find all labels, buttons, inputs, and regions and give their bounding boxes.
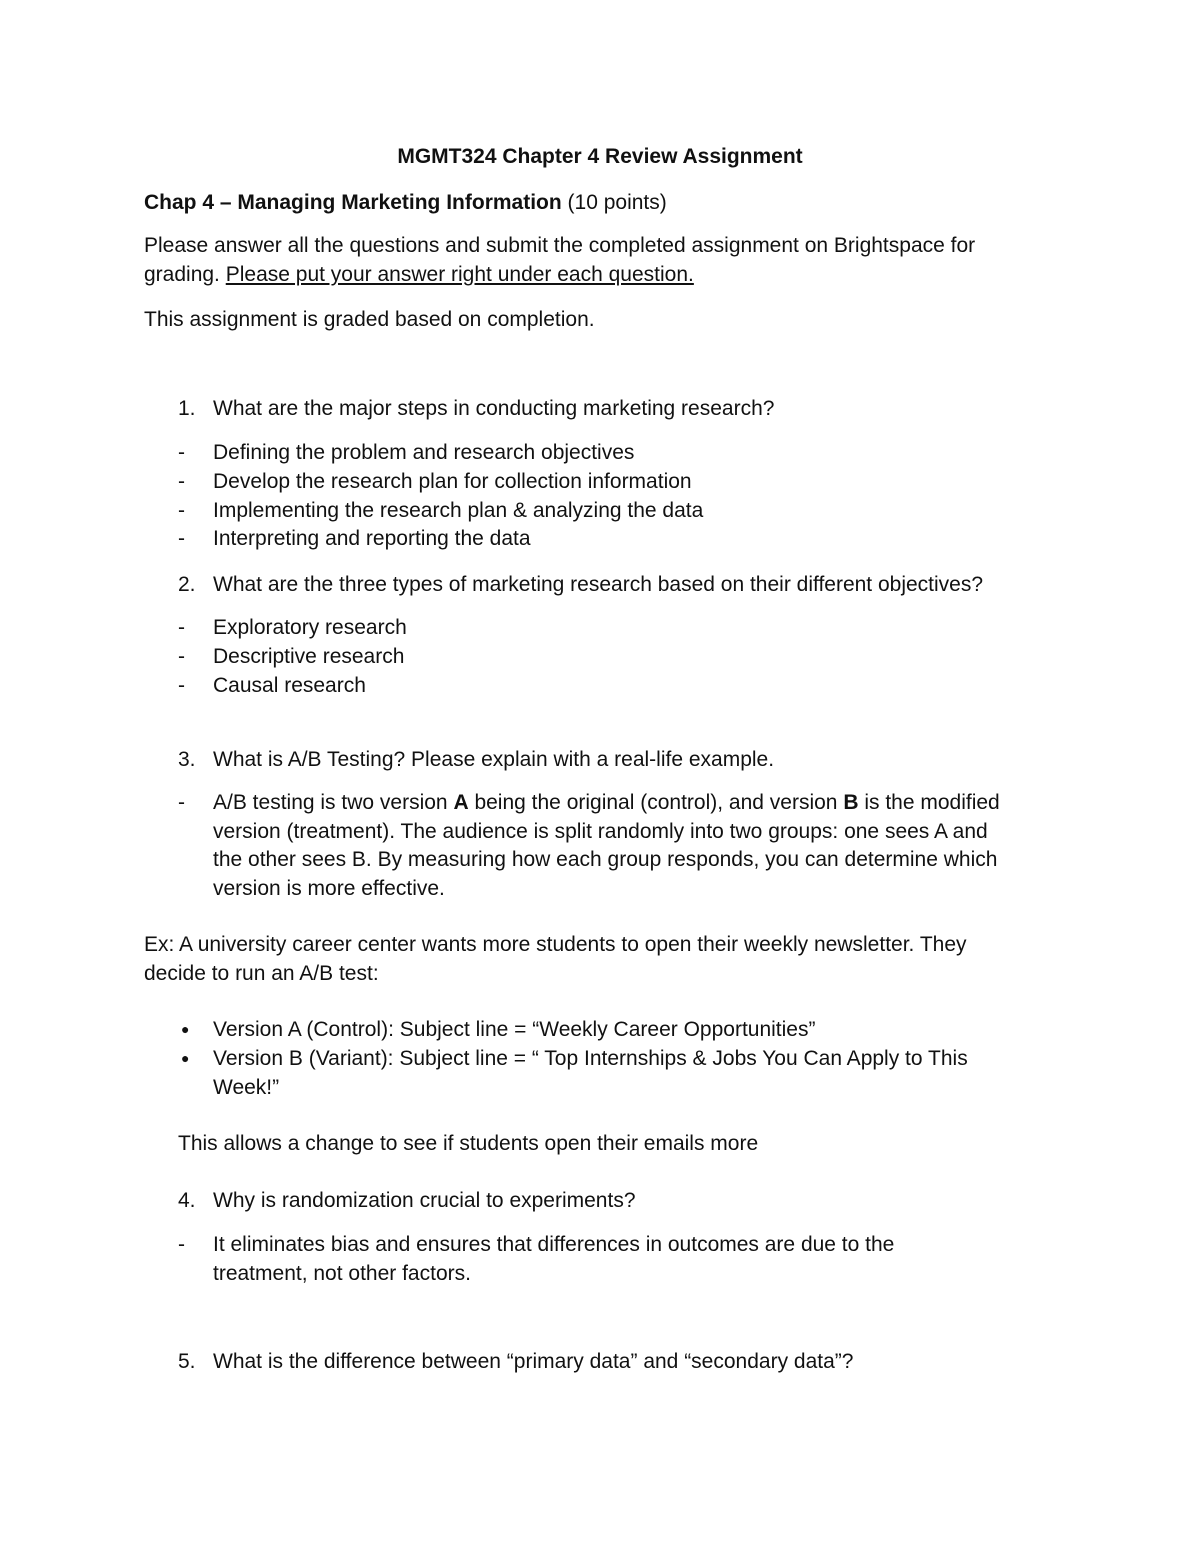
question-3-answer-line: version is more effective. (213, 877, 445, 900)
question-4-text: Why is randomization crucial to experiments? (213, 1189, 636, 1212)
instructions-line-2 (144, 264, 694, 285)
question-4-answer-line: treatment, not other factors. (213, 1262, 471, 1285)
question-2-number: 2. (178, 573, 196, 596)
question-2-answer: Descriptive research (213, 645, 405, 668)
dash-marker: - (178, 470, 185, 493)
question-1-answer: Implementing the research plan & analyzing the data (213, 499, 704, 522)
question-1-text: What are the major steps in conducting marketing research? (213, 397, 775, 420)
question-5-number: 5. (178, 1350, 196, 1373)
dash-marker: - (178, 441, 185, 464)
bullet-dot: ● (181, 1021, 190, 1037)
example-line-2: decide to run an A/B test: (144, 962, 379, 985)
question-1-number: 1. (178, 397, 196, 420)
chapter-heading-bold: Chap 4 – Managing Marketing Information (144, 191, 562, 214)
question-4-number: 4. (178, 1189, 196, 1212)
dash-marker: - (178, 499, 185, 522)
question-5-text: What is the difference between “primary data” and “secondary data”? (213, 1350, 854, 1373)
question-1-answer: Interpreting and reporting the data (213, 527, 531, 550)
example-bullet-continued: Week!” (213, 1076, 280, 1099)
dash-marker: - (178, 791, 185, 814)
bullet-dot: ● (181, 1050, 190, 1066)
instructions-underlined: Please put your answer right under each question. (225, 263, 694, 286)
example-line-1: Ex: A university career center wants more students to open their weekly newsletter. They (144, 933, 967, 956)
answer-text: A/B testing is two version (213, 791, 454, 814)
question-2-text: What are the three types of marketing research based on their different objectives? (213, 573, 984, 596)
page-title: MGMT324 Chapter 4 Review Assignment (397, 145, 803, 168)
example-conclusion: This allows a change to see if students open their emails more (178, 1132, 759, 1155)
answer-text: being the original (control), and version (468, 791, 844, 814)
question-3-answer-line: version (treatment). The audience is split randomly into two groups: one sees A and (213, 820, 988, 843)
question-3-answer-line (213, 792, 1000, 813)
question-3-text: What is A/B Testing? Please explain with a real-life example. (213, 748, 775, 771)
question-3-answer-line: the other sees B. By measuring how each group responds, you can determine which (213, 848, 998, 871)
example-bullet: Version B (Variant): Subject line = “ Top Internships & Jobs You Can Apply to This (213, 1047, 968, 1070)
dash-marker: - (178, 1233, 185, 1256)
question-1-answer: Develop the research plan for collection information (213, 470, 692, 493)
answer-text: is the modified (858, 791, 1000, 814)
dash-marker: - (178, 645, 185, 668)
question-3-number: 3. (178, 748, 196, 771)
question-1-answer: Defining the problem and research objectives (213, 441, 635, 464)
version-b-label: B (843, 791, 859, 814)
graded-note: This assignment is graded based on completion. (144, 308, 595, 331)
dash-marker: - (178, 527, 185, 550)
version-a-label: A (453, 791, 469, 814)
dash-marker: - (178, 674, 185, 697)
instructions-line-1: Please answer all the questions and submit the completed assignment on Brightspace for (144, 234, 976, 257)
question-2-answer: Causal research (213, 674, 366, 697)
question-2-answer: Exploratory research (213, 616, 407, 639)
example-bullet: Version A (Control): Subject line = “Weekly Career Opportunities” (213, 1018, 816, 1041)
instructions-grading: grading. (144, 263, 226, 286)
chapter-heading (144, 192, 667, 213)
chapter-heading-points: (10 points) (561, 191, 667, 214)
dash-marker: - (178, 616, 185, 639)
question-4-answer-line: It eliminates bias and ensures that differences in outcomes are due to the (213, 1233, 895, 1256)
